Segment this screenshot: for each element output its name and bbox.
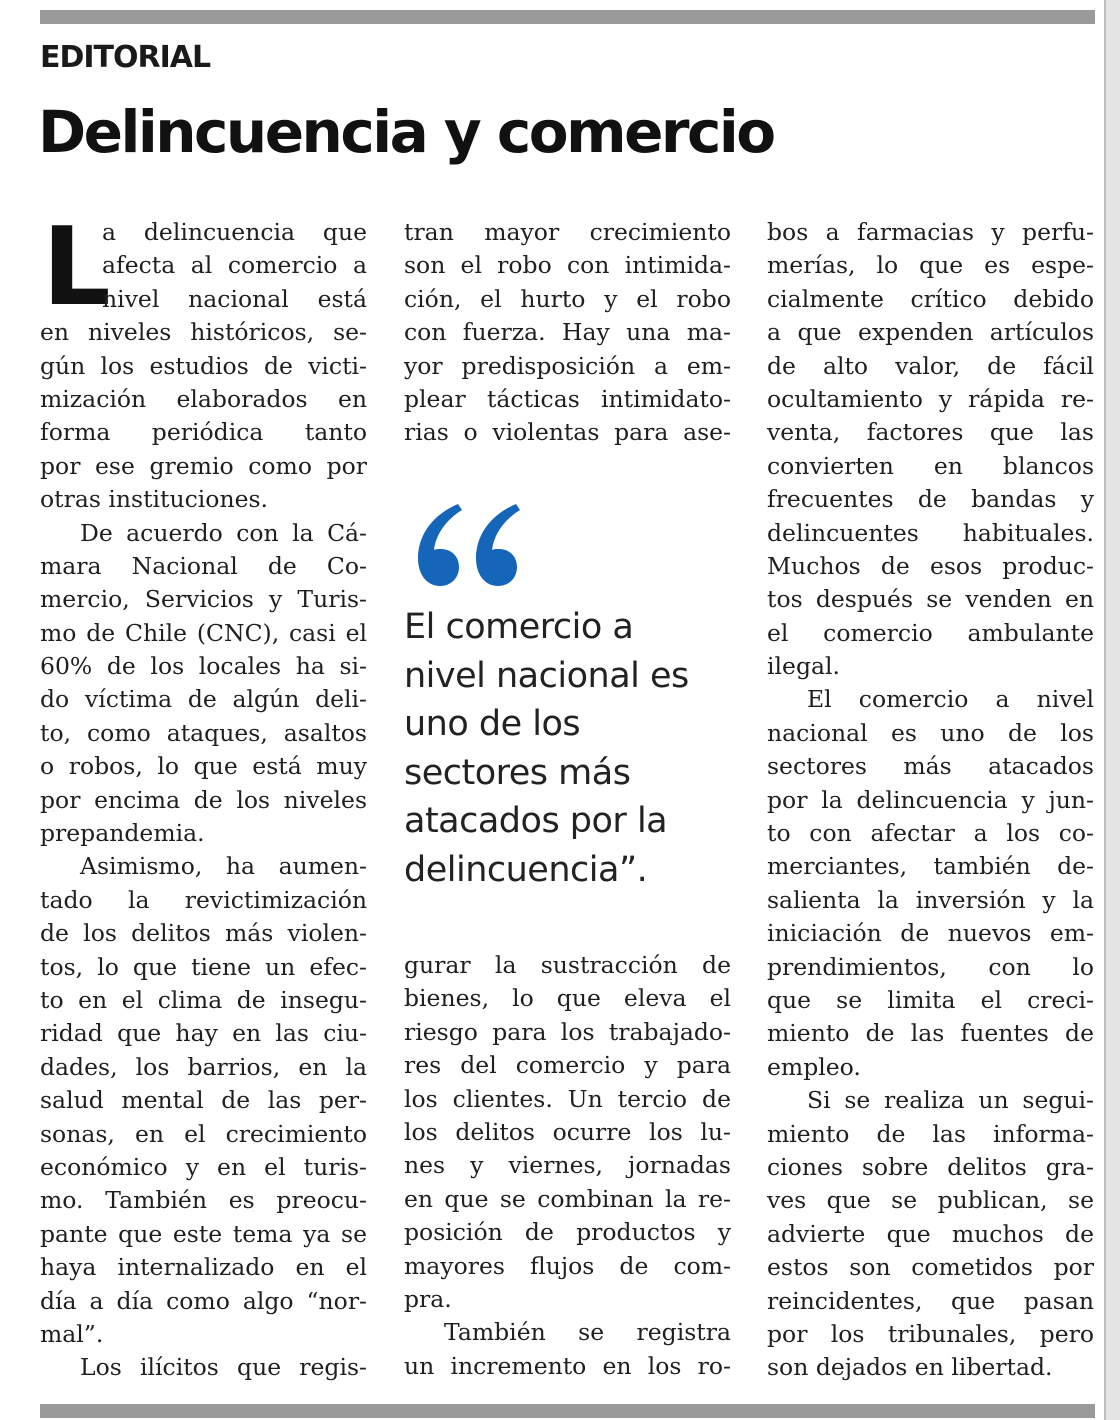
body-line: merías, lo que es espe- xyxy=(767,251,1094,280)
body-line: posición de productos y xyxy=(404,1218,731,1247)
body-line: mara Nacional de Co- xyxy=(40,551,367,580)
body-line: el comercio ambulante xyxy=(767,618,1094,647)
body-line: tos después se venden en xyxy=(767,585,1094,614)
body-line: de los delitos más violen- xyxy=(40,919,367,948)
body-line: plear tácticas intimidato- xyxy=(404,384,731,413)
article-column-2-bottom xyxy=(404,949,731,1383)
section-label: EDITORIAL xyxy=(40,40,211,75)
body-line: miento de las fuentes de xyxy=(767,1019,1094,1048)
body-line: gurar la sustracción de xyxy=(404,951,731,979)
body-line: o robos, lo que está muy xyxy=(40,752,367,781)
body-line: económico y en el turis- xyxy=(40,1152,367,1181)
body-line: mercio, Servicios y Turis- xyxy=(40,585,367,614)
pull-quote-line: atacados por la xyxy=(404,801,668,841)
body-line: nivel nacional está xyxy=(102,284,367,313)
body-line: miento de las informa- xyxy=(767,1119,1094,1148)
top-rule xyxy=(40,10,1095,24)
body-line: El comercio a nivel xyxy=(807,685,1094,714)
body-line: reincidentes, que pasan xyxy=(767,1286,1094,1315)
body-line: rias o violentas para ase- xyxy=(404,418,731,447)
body-line: nes y viernes, jornadas xyxy=(404,1151,731,1180)
body-line: tos, lo que tiene un efec- xyxy=(40,952,367,981)
body-line: haya internalizado en el xyxy=(40,1253,367,1282)
bottom-rule xyxy=(40,1404,1095,1418)
body-line: afecta al comercio a xyxy=(102,251,367,280)
body-line: De acuerdo con la Cá- xyxy=(80,518,367,547)
body-line: mal”. xyxy=(40,1319,104,1348)
body-line: to, como ataques, asaltos xyxy=(40,718,367,747)
body-line: estos son cometidos por xyxy=(767,1253,1094,1282)
body-line: venta, factores que las xyxy=(767,418,1094,447)
body-line: prendimientos, con lo xyxy=(767,952,1094,981)
body-line: de alto valor, de fácil xyxy=(767,351,1094,380)
body-line: sonas, en el crecimiento xyxy=(40,1119,367,1148)
body-line: son el robo con intimida- xyxy=(404,251,731,280)
body-line: por los tribunales, pero xyxy=(767,1319,1094,1348)
body-line: ciones sobre delitos gra- xyxy=(767,1152,1094,1181)
article-column-3 xyxy=(767,216,1094,1385)
body-line: convierten en blancos xyxy=(767,451,1094,480)
body-line: Si se realiza un segui- xyxy=(807,1086,1094,1115)
body-line: a delincuencia que xyxy=(102,218,367,246)
body-line: do víctima de algún deli- xyxy=(40,685,367,714)
body-line: También se registra xyxy=(444,1318,731,1347)
body-line: delincuentes habituales. xyxy=(767,518,1094,547)
body-line: tran mayor crecimiento xyxy=(404,218,731,246)
pull-quote-line: delincuencia”. xyxy=(404,849,648,890)
body-line: mayores flujos de com- xyxy=(404,1251,731,1280)
pull-quote-line: sectores más xyxy=(404,752,631,793)
body-line: ves que se publican, se xyxy=(767,1186,1094,1215)
body-line: empleo. xyxy=(767,1052,861,1081)
body-line: salienta la inversión y la xyxy=(767,885,1094,914)
body-line: mo de Chile (CNC), casi el xyxy=(40,618,367,647)
body-line: to con afectar a los co- xyxy=(767,819,1094,848)
body-line: día a día como algo “nor- xyxy=(40,1286,367,1315)
page-edge xyxy=(1104,0,1120,1420)
article-column-1 xyxy=(40,205,367,1385)
body-line: los delitos ocurre los lu- xyxy=(404,1117,731,1146)
body-line: mo. También es preocu- xyxy=(40,1186,367,1215)
body-line: nacional es uno de los xyxy=(767,718,1094,747)
body-line: son dejados en libertad. xyxy=(767,1353,1053,1382)
body-line: por ese gremio como por xyxy=(40,451,367,480)
pull-quote xyxy=(404,603,744,894)
body-line: ocultamiento y rápida re- xyxy=(767,384,1094,413)
body-line: salud mental de las per- xyxy=(40,1086,367,1115)
article-column-2-top xyxy=(404,216,731,450)
body-line: ridad que hay en las ciu- xyxy=(40,1019,367,1048)
body-line: Los ilícitos que regis- xyxy=(80,1353,367,1382)
opening-quote-icon xyxy=(412,500,524,590)
body-line: ilegal. xyxy=(767,652,840,681)
body-line: los clientes. Un tercio de xyxy=(404,1084,731,1113)
body-line: sectores más atacados xyxy=(767,752,1094,781)
body-line: riesgo para los trabajado- xyxy=(404,1017,731,1046)
body-line: pra. xyxy=(404,1284,452,1313)
body-line: prepandemia. xyxy=(40,819,205,848)
body-line: tado la revictimización xyxy=(40,885,367,914)
body-line: cialmente crítico debido xyxy=(767,284,1094,313)
body-line: Muchos de esos produc- xyxy=(767,551,1094,580)
body-line: por encima de los niveles xyxy=(40,785,367,814)
body-line: iniciación de nuevos em- xyxy=(767,919,1094,948)
body-line: Asimismo, ha aumen- xyxy=(80,852,367,881)
body-line: pante que este tema ya se xyxy=(40,1219,367,1248)
drop-cap: L xyxy=(42,205,111,330)
body-line: merciantes, también de- xyxy=(767,852,1094,881)
body-line: to en el clima de insegu- xyxy=(40,985,367,1014)
body-line: ción, el hurto y el robo xyxy=(404,284,731,313)
body-line: frecuentes de bandas y xyxy=(767,485,1094,514)
body-line: con fuerza. Hay una ma- xyxy=(404,318,731,347)
pull-quote-line: uno de los xyxy=(404,704,581,744)
article-title: Delincuencia y comercio xyxy=(38,98,774,166)
body-line: dades, los barrios, en la xyxy=(40,1052,367,1081)
body-line: un incremento en los ro- xyxy=(404,1351,731,1380)
pull-quote-line: El comercio a xyxy=(404,607,634,647)
body-line: en niveles históricos, se- xyxy=(40,318,367,347)
body-line: forma periódica tanto xyxy=(40,418,367,447)
body-line: a que expenden artículos xyxy=(767,318,1094,347)
body-line: gún los estudios de victi- xyxy=(40,351,367,380)
body-line: que se limita el creci- xyxy=(767,985,1094,1014)
pull-quote-line: nivel nacional es xyxy=(404,655,689,696)
body-line: yor predisposición a em- xyxy=(404,351,731,380)
body-line: 60% de los locales ha si- xyxy=(40,652,367,681)
body-line: por la delincuencia y jun- xyxy=(767,785,1094,814)
body-line: advierte que muchos de xyxy=(767,1219,1094,1248)
body-line: bienes, lo que eleva el xyxy=(404,984,731,1013)
body-line: mización elaborados en xyxy=(40,384,367,413)
body-line: res del comercio y para xyxy=(404,1051,731,1080)
body-line: otras instituciones. xyxy=(40,485,269,514)
body-line: en que se combinan la re- xyxy=(404,1184,731,1213)
body-line: bos a farmacias y perfu- xyxy=(767,218,1094,246)
